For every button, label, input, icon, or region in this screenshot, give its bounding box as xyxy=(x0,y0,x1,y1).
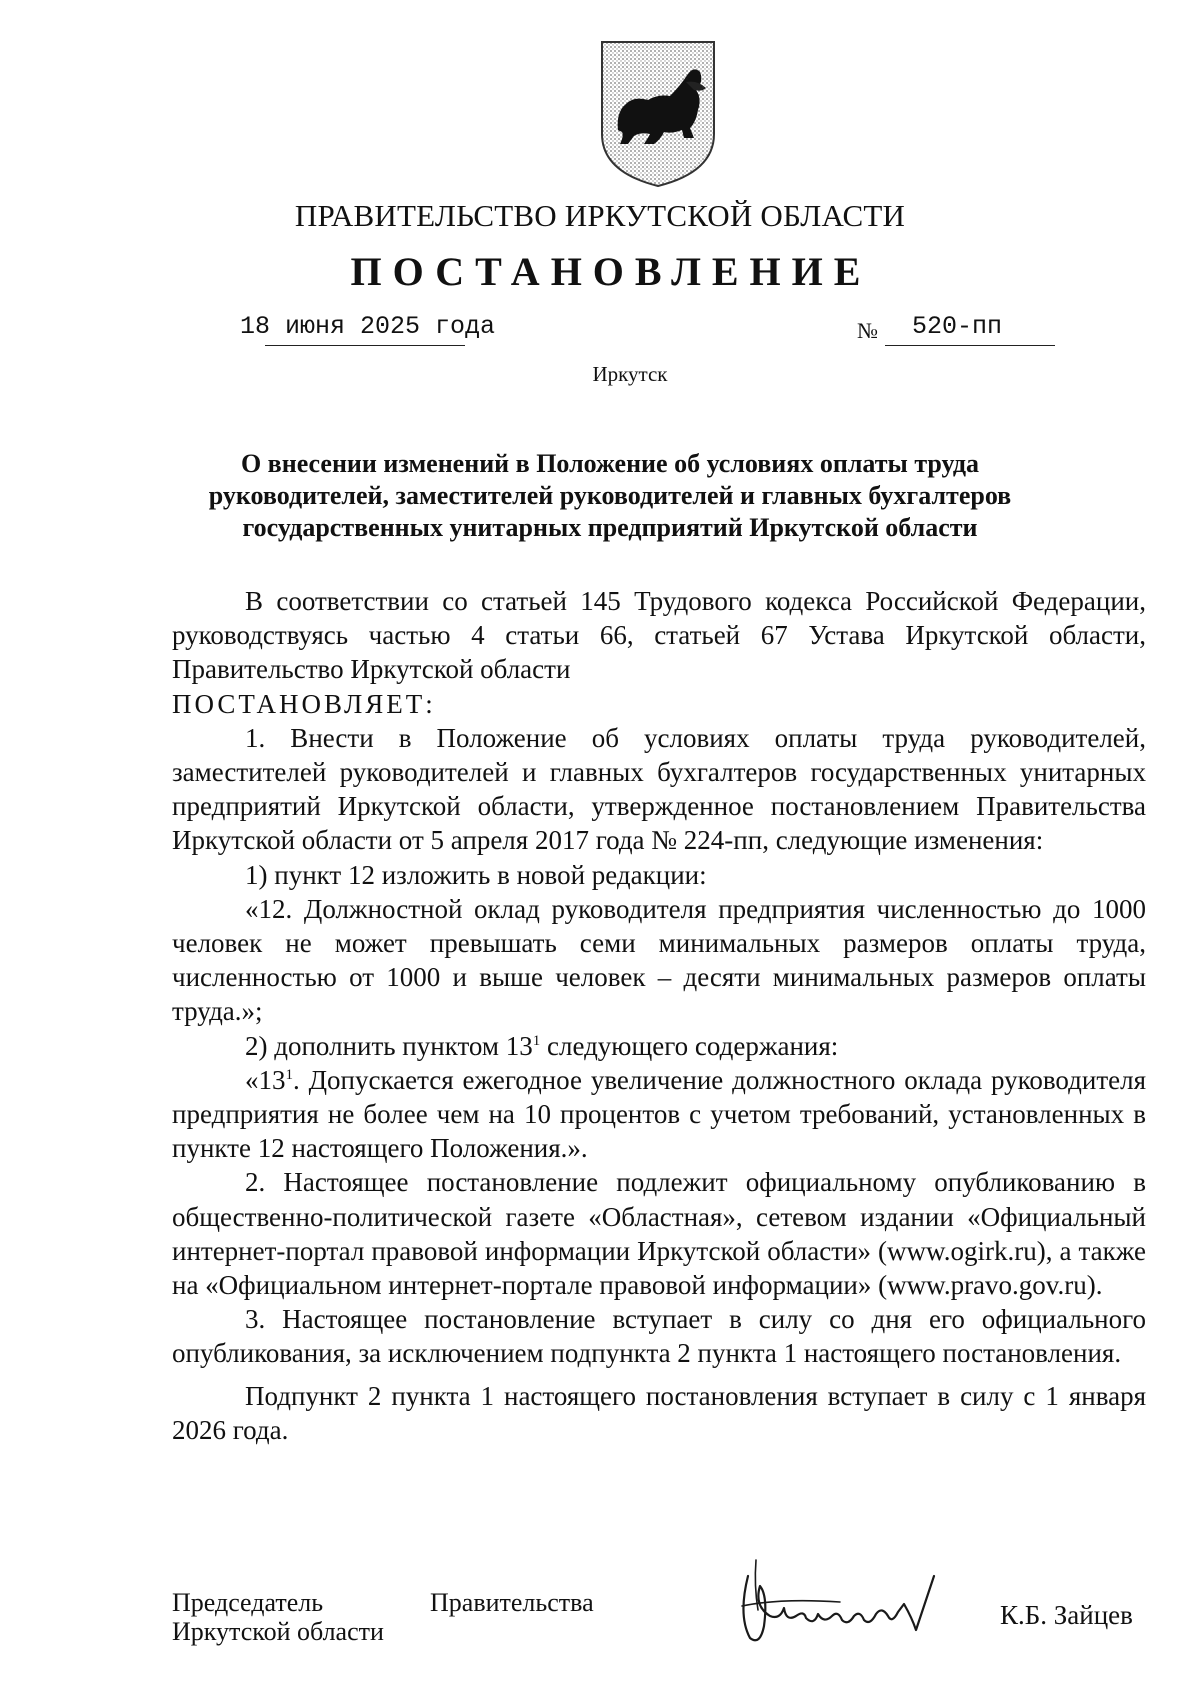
date-underline xyxy=(265,345,465,346)
signatory-position: Иркутской области xyxy=(172,1617,384,1646)
item-1-2-quote: . Допускается ежегодное увеличение должностного оклада руководителя предприятия не более чем на 10 процентов с учетом требований, установленных в пункте 12 настоящего Положения.». xyxy=(172,1064,1146,1164)
heading-line: руководителей, заместителей руководителей и главных бухгалтеров xyxy=(208,481,1012,510)
superscript: 1 xyxy=(285,1066,293,1083)
irkutsk-coat-of-arms-icon xyxy=(598,38,718,190)
item-3-paragraph: 3. Настоящее постановление вступает в силу со дня его официального опубликования, за исключением подпункта 2 пункта 1 настоящего постановления. xyxy=(172,1304,1146,1369)
decree-word: ПОСТАНОВЛЯЕТ: xyxy=(172,688,436,719)
item-3-extra-paragraph: Подпункт 2 пункта 1 настоящего постановления вступает в силу с 1 января 2026 года. xyxy=(172,1380,1146,1445)
document-body xyxy=(172,584,1146,1447)
government-title: ПРАВИТЕЛЬСТВО ИРКУТСКОЙ ОБЛАСТИ xyxy=(294,198,906,233)
document-number: 520-пп xyxy=(912,312,1003,341)
handwritten-signature xyxy=(720,1546,960,1656)
preamble-paragraph: В соответствии со статьей 145 Трудового кодекса Российской Федерации, руководствуясь частью 4 статьи 66, статьей 67 Устава Иркутской области, Правительство Иркутской области xyxy=(172,586,1146,685)
item-2-paragraph: 2. Настоящее постановление подлежит официальному опубликованию в общественно-политической газете «Областная», сетевом издании «Официальный интернет-портал правовой информации Иркутской области» (www.ogirk.ru), а также на «Официальном интернет-портале правовой информации» (www.pravo.gov.ru). xyxy=(172,1167,1146,1301)
item-1-2-paragraph xyxy=(172,1029,1146,1063)
signatory-name: К.Б. Зайцев xyxy=(1000,1600,1133,1630)
signatory-position: Правительства xyxy=(430,1588,594,1617)
number-underline xyxy=(885,345,1055,346)
number-sign: № xyxy=(857,318,878,343)
superscript: 1 xyxy=(532,1032,541,1049)
item-1-1-paragraph: 1) пункт 12 изложить в новой редакции: xyxy=(245,859,707,890)
document-city: Иркутск xyxy=(592,362,668,386)
document-date: 18 июня 2025 года xyxy=(240,312,496,341)
item-1-2-text: 2) дополнить пунктом 13 xyxy=(245,1030,533,1061)
item-1-2-quote: «13 xyxy=(245,1064,286,1095)
document-type: ПОСТАНОВЛЕНИЕ xyxy=(350,249,872,294)
heading-line: О внесении изменений в Положение об условиях оплаты труда xyxy=(240,449,980,478)
document-heading xyxy=(200,448,1020,544)
item-1-1-text-paragraph: «12. Должностной оклад руководителя предприятия численностью до 1000 человек не может превышать семи минимальных размеров оплаты труда, численностью от 1000 и выше человек – десяти минимальных размеров оплаты труда.»; xyxy=(172,893,1146,1027)
item-1-2-text: следующего содержания: xyxy=(540,1030,839,1061)
signatory-position: Председатель xyxy=(172,1588,324,1617)
heading-line: государственных унитарных предприятий Иркутской области xyxy=(242,513,978,542)
item-1-2-text-paragraph xyxy=(172,1063,1146,1166)
item-1-paragraph: 1. Внести в Положение об условиях оплаты труда руководителей, заместителей руководителей и главных бухгалтеров государственных унитарных предприятий Иркутской области, утвержденное постановлением Правительства Иркутской области от 5 апреля 2017 года № 224-пп, следующие изменения: xyxy=(172,722,1146,856)
